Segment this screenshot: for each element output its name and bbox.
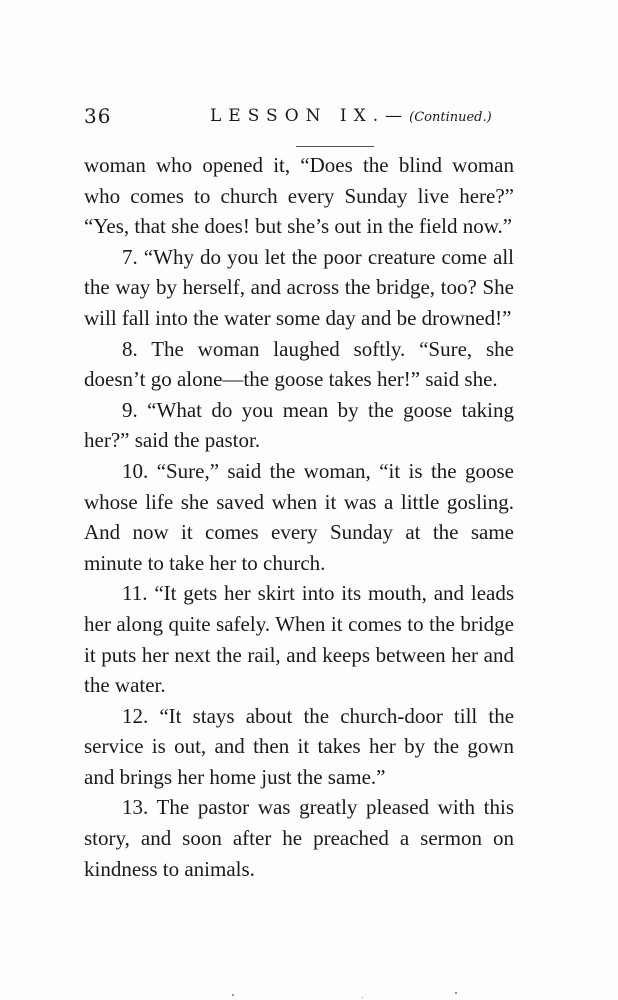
paragraph-12 — [84, 701, 514, 793]
lesson-title-text: LESSON IX.— — [210, 106, 410, 126]
paragraph-number: 12. — [122, 703, 149, 728]
running-header — [84, 104, 524, 134]
paragraph-11 — [84, 578, 514, 700]
paper-speck — [362, 997, 363, 998]
paragraph-number: 11. — [122, 581, 148, 606]
paragraph-number: 8. — [122, 336, 138, 361]
paragraph-number: 7. — [122, 244, 138, 269]
paragraph-text: “It gets her skirt into its mouth, and leads her along quite safely. When it comes to the bridge it puts her next the rail, and keeps between her and the water. — [84, 581, 515, 698]
paper-speck — [232, 994, 234, 996]
paragraph-10 — [84, 456, 514, 578]
paragraph-7 — [84, 242, 514, 334]
paragraph-text: woman who opened it, “Does the blind woman who comes to church every Sunday live here?” “Yes, that she does! but she’s out in the field now.” — [84, 153, 514, 239]
paragraph-9 — [84, 395, 514, 456]
paragraph-text: “It stays about the church-door till the service is out, and then it takes her by the gown and brings her home just the same.” — [84, 703, 515, 789]
paragraph-13 — [84, 792, 514, 884]
paper-speck — [455, 992, 457, 994]
paragraph-text: The pastor was greatly pleased with this story, and soon after he preached a sermon on kindness to animals. — [84, 795, 515, 881]
continued-label: (Continued.) — [409, 110, 492, 125]
header-rule — [296, 146, 374, 147]
page-number: 36 — [84, 104, 112, 128]
lesson-title — [210, 106, 492, 126]
paragraph-text: “Why do you let the poor creature come all the way by herself, and across the bridge, too? She will fall into the water some day and be drowned!” — [84, 244, 514, 330]
paragraph-text: “Sure,” said the woman, “it is the goose whose life she saved when it was a little gosling. And now it comes every Sunday at the same minute to take her to church. — [84, 458, 515, 575]
paragraph-number: 9. — [122, 397, 138, 422]
paragraph-number: 10. — [122, 458, 149, 483]
paragraph-number: 13. — [122, 795, 149, 820]
paragraph-text: The woman laughed softly. “Sure, she doesn’t go alone—the goose takes her!” said she. — [84, 336, 514, 392]
paragraph-8 — [84, 334, 514, 395]
lesson-text — [84, 150, 514, 884]
paragraph-continued — [84, 150, 514, 242]
paragraph-text: “What do you mean by the goose taking her?” said the pastor. — [84, 397, 514, 453]
